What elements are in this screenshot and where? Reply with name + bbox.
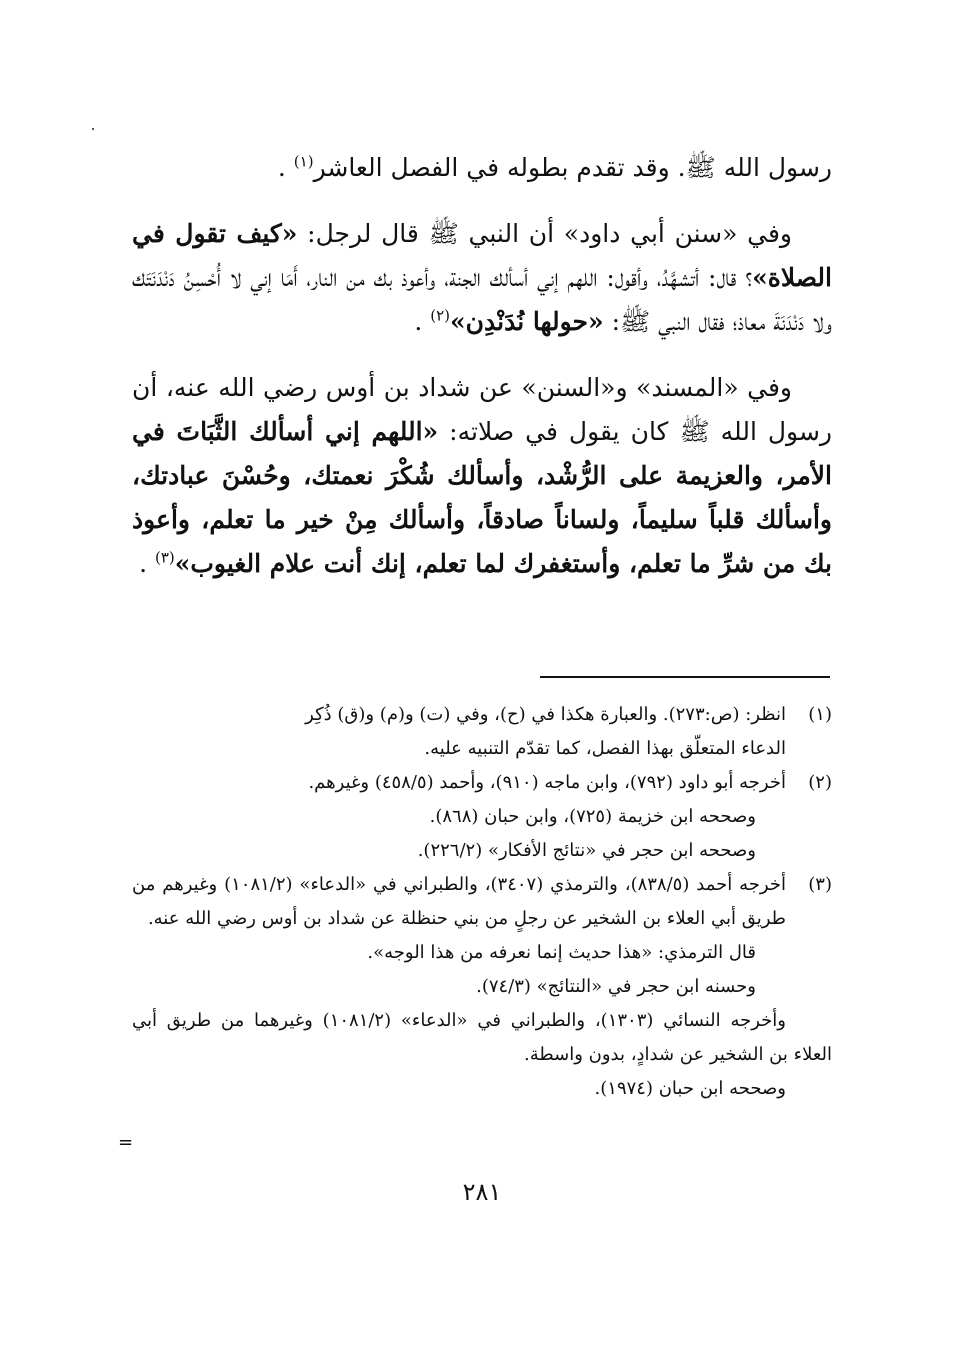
footnote-3-number: (٣) bbox=[808, 874, 832, 895]
paragraph-1-end: . bbox=[277, 153, 294, 182]
paragraph-2 bbox=[132, 212, 832, 344]
paragraph-1-text: رسول الله ﷺ. وقد تقدم بطوله في الفصل العاشر bbox=[313, 153, 832, 182]
continuation-mark: = bbox=[118, 1132, 134, 1153]
paragraph-2-end: . bbox=[414, 307, 431, 336]
footnote-1-body bbox=[132, 698, 786, 766]
footnote-3-body bbox=[132, 868, 786, 1004]
paragraph-3-supplication: «اللهم إني أسألك الثَّبَاتَ في الأمر، والعزيمة على الرُّشْد، وأسألك شُكْرَ نعمتك، وحُسْنَ عبادتك، وأسألك قلباً سليماً، ولساناً صادقاً، وأسألك مِنْ خير ما تعلم، وأعوذ بك من شرِّ ما تعلم، وأستغفرك لما تعلم، إنك أنت علام الغيوب» bbox=[132, 417, 832, 578]
footnote-3-line-1: أخرجه أحمد (٨٣٨/٥)، والترمذي (٣٤٠٧)، والطبراني في «الدعاء» (١٠٨١/٢) وغيرهم من طريق أبي العلاء بن الشخير عن رجلٍ من بني حنظلة عن شداد بن أوس رضي الله عنه. bbox=[132, 874, 786, 929]
footnote-1-line-2: الدعاء المتعلّق بهذا الفصل، كما تقدّم التنبيه عليه. bbox=[424, 738, 786, 759]
footnotes bbox=[132, 698, 832, 1106]
paragraph-2-quote-1: «كيف تقول في الصلاة» bbox=[132, 219, 832, 292]
paragraph-2-intro: وفي «سنن أبي داود» أن النبي ﷺ قال لرجل: bbox=[297, 219, 792, 248]
paragraph-2-quote-2: «حولها نُدَنْدِن» bbox=[450, 307, 604, 336]
footnote-2-line-3: وصححه ابن حجر في «نتائج الأفكار» (٢٢٦/٢). bbox=[417, 840, 756, 861]
footnote-1-line-1: انظر: (ص:٢٧٣). والعبارة هكذا في (ح)، وفي (ت) و(م) و(ق) ذُكِر bbox=[305, 704, 786, 725]
footnote-3-line-2: قال الترمذي: «هذا حديث إنما نعرفه من هذا الوجه». bbox=[367, 942, 756, 963]
footnote-3-line-4: وأخرجه النسائي (١٣٠٣)، والطبراني في «الدعاء» (١٠٨١/٢) وغيرهما من طريق أبي العلاء بن الشخير عن شدادٍ، بدون واسطة. bbox=[132, 1010, 832, 1065]
footnote-ref-3: (٣) bbox=[154, 548, 175, 567]
footnote-2-line-1: أخرجه أبو داود (٧٩٢)، وابن ماجه (٩١٠)، وأحمد (٤٥٨/٥) وغيرهم. bbox=[308, 772, 786, 793]
footnote-2-body bbox=[132, 766, 786, 868]
paragraph-3 bbox=[132, 366, 832, 586]
footnote-3-line-3: وحسنه ابن حجر في «النتائج» (٧٤/٣). bbox=[476, 976, 756, 997]
footnote-1 bbox=[132, 698, 832, 766]
footnote-3 bbox=[132, 868, 832, 1004]
footnote-2 bbox=[132, 766, 832, 868]
paragraph-2-narration: ؟ قال: أتشهَّدُ، وأقول: اللهم إني أسألك الجنة، وأعوذ بك من النار، أَمَا إني لا أُحْسِنُ دَنْدَنَتَك ولا دَنْدَنَةَ معاذ؛ فقال النبي ﷺ: bbox=[132, 263, 832, 336]
main-text bbox=[132, 146, 832, 608]
footnote-1-number: (١) bbox=[808, 704, 832, 725]
footnote-separator bbox=[540, 676, 830, 678]
footnote-ref-1: (١) bbox=[293, 152, 314, 171]
paragraph-1 bbox=[132, 146, 832, 190]
footnote-3-line-5: وصححه ابن حبان (١٩٧٤). bbox=[594, 1078, 786, 1099]
paragraph-3-end: . bbox=[139, 549, 155, 578]
footnote-ref-2: (٢) bbox=[430, 306, 451, 325]
paragraph-3-intro: وفي «المسند» و«السنن» عن شداد بن أوس رضي الله عنه، أن رسول الله ﷺ كان يقول في صلاته: bbox=[132, 373, 832, 446]
footnote-2-number: (٢) bbox=[808, 772, 832, 793]
page-number: ٢٨١ bbox=[462, 1178, 502, 1206]
scan-speck bbox=[92, 128, 94, 130]
footnote-2-line-2: وصححه ابن خزيمة (٧٢٥)، وابن حبان (٨٦٨). bbox=[429, 806, 756, 827]
